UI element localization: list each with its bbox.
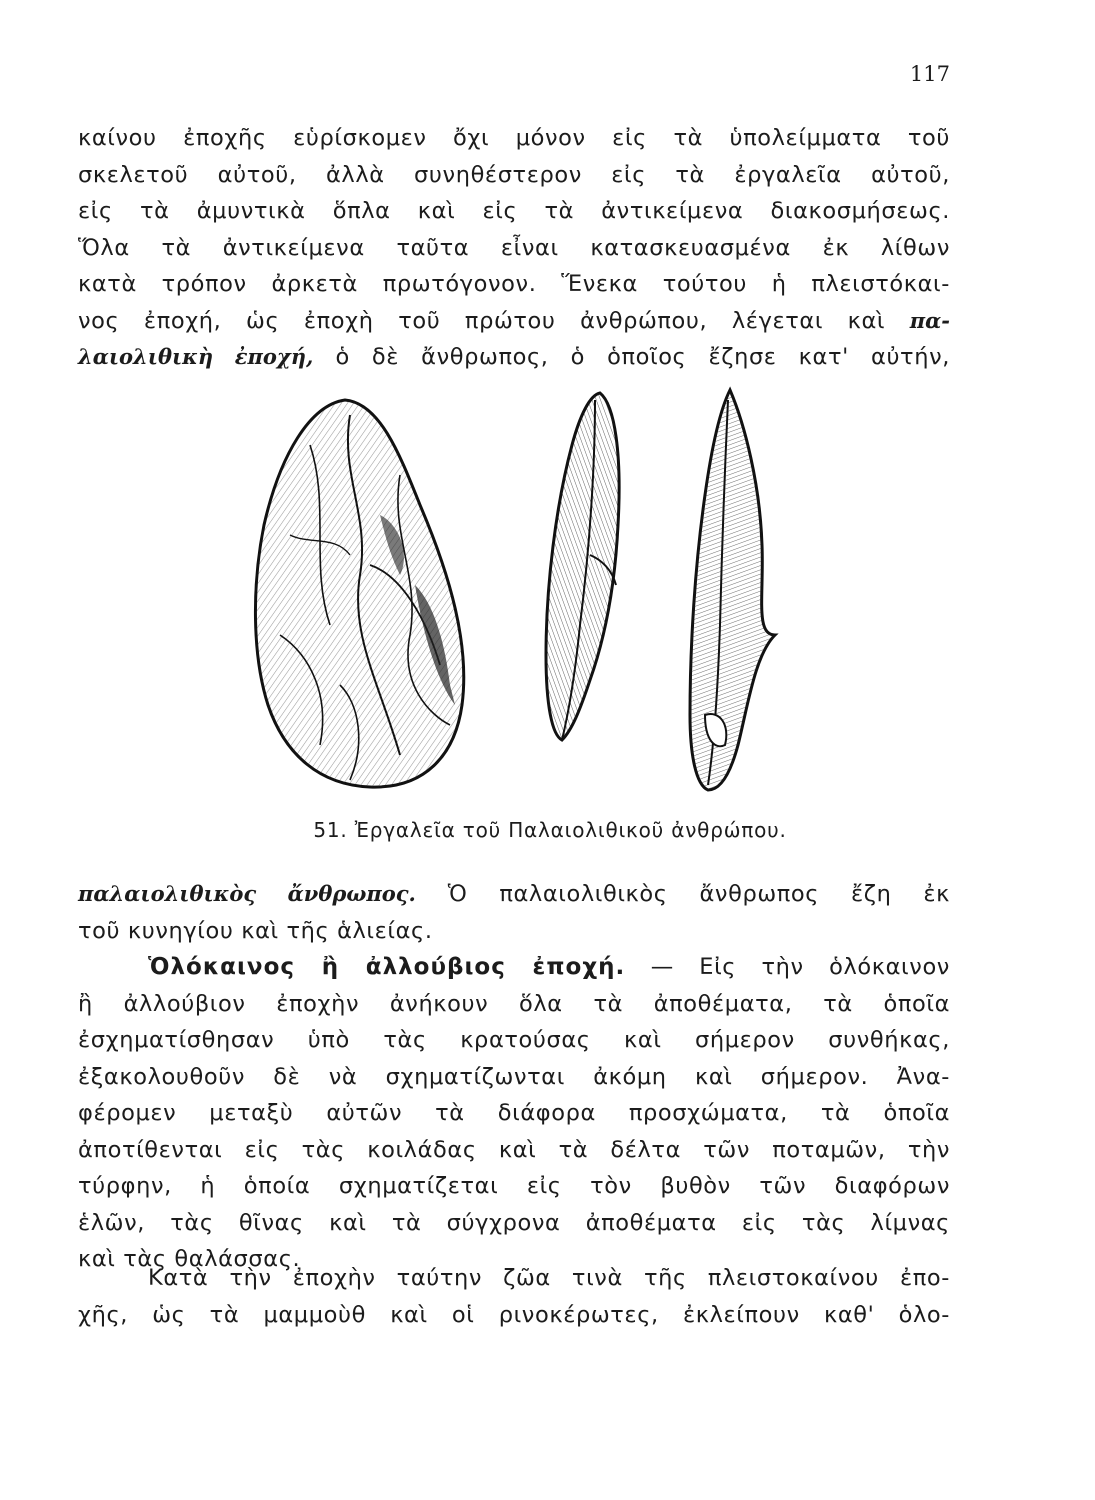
term-paleolithic-man: παλαιολιθικὸς ἄνθρωπος. [78,881,416,906]
hand-axe-drawing [255,400,463,787]
spear-point-drawing [690,390,775,790]
text-line [78,949,950,986]
term-paleolithic-hyphen: πα- [909,307,950,333]
page-number: 117 [909,62,950,86]
text-line [78,303,950,340]
text-line: ἀποτίθενται εἰς τὰς κοιλάδας καὶ τὰ δέλτα τῶν ποταμῶν, τὴν [78,1136,950,1163]
section-heading: Ὁλόκαινος ἢ ἀλλούβιος ἐποχή. [148,954,626,980]
line-text: νος ἐποχή, ὡς ἐποχὴ τοῦ πρώτου ἀνθρώπου, λέγεται καὶ [78,307,886,334]
text-line: κατὰ τρόπον ἀρκετὰ πρωτόγονον. Ἕνεκα τούτου ἡ πλειστόκαι- [78,271,950,297]
paragraph-3 [78,949,950,1278]
text-line: Κατὰ τὴν ἐποχὴν ταύτην ζῶα τινὰ τῆς πλειστοκαίνου ἐπο- [148,1265,950,1291]
paragraph-1 [78,120,950,376]
text-line: εἰς τὰ ἀμυντικὰ ὅπλα καὶ εἰς τὰ ἀντικείμενα διακοσμήσεως. [78,198,950,224]
line-text: Ὁ παλαιολιθικὸς ἄνθρωπος ἔζη ἐκ [415,881,950,907]
text-line: χῆς, ὡς τὰ μαμμοὺθ καὶ οἱ ρινοκέρωτες, ἐκλείπουν καθ' ὁλο- [78,1301,950,1328]
text-line: ἢ ἀλλούβιον ἐποχὴν ἀνήκουν ὅλα τὰ ἀποθέματα, τὰ ὁποῖα [78,990,950,1017]
text-line: Ὅλα τὰ ἀντικείμενα ταῦτα εἶναι κατασκευασμένα ἐκ λίθων [78,234,950,261]
text-line [78,876,950,913]
figure-caption: 51. Ἐργαλεῖα τοῦ Παλαιολιθικοῦ ἀνθρώπου. [313,818,787,842]
text-line: τοῦ κυνηγίου καὶ τῆς ἁλιείας. [78,917,433,944]
line-text: ὁ δὲ ἄνθρωπος, ὁ ὁποῖος ἔζησε κατ' αὐτήν, [313,344,950,370]
text-line [78,339,950,376]
paragraph-4 [78,1260,950,1333]
text-line: ἐξακολουθοῦν δὲ νὰ σχηματίζωνται ἀκόμη καὶ σήμερον. Ἀνα- [78,1063,950,1090]
text-line: ἐσχηματίσθησαν ὑπὸ τὰς κρατούσας καὶ σήμερον συνθήκας, [78,1027,950,1053]
text-line: καὶ τὰς θαλάσσας. [78,1246,301,1272]
line-text: — Εἰς τὴν ὁλόκαινον [625,954,950,980]
text-line: καίνου ἐποχῆς εὑρίσκομεν ὄχι μόνον εἰς τὰ ὑπολείμματα τοῦ [78,125,950,151]
text-line: τύρφην, ἡ ὁποία σχηματίζεται εἰς τὸν βυθὸν τῶν διαφόρων [78,1173,950,1199]
text-line: φέρομεν μεταξὺ αὐτῶν τὰ διάφορα προσχώματα, τὰ ὁποῖα [78,1100,950,1126]
term-paleolithic-era: λαιολιθικὴ ἐποχή, [78,344,314,369]
paragraph-2 [78,876,950,949]
text-line: σκελετοῦ αὐτοῦ, ἀλλὰ συνηθέστερον εἰς τὰ ἐργαλεῖα αὐτοῦ, [78,161,950,188]
text-line: ἑλῶν, τὰς θῖνας καὶ τὰ σύγχρονα ἀποθέματα εἰς τὰς λίμνας [78,1209,950,1236]
stone-tools-illustration [250,385,790,805]
blade-drawing [546,393,619,740]
